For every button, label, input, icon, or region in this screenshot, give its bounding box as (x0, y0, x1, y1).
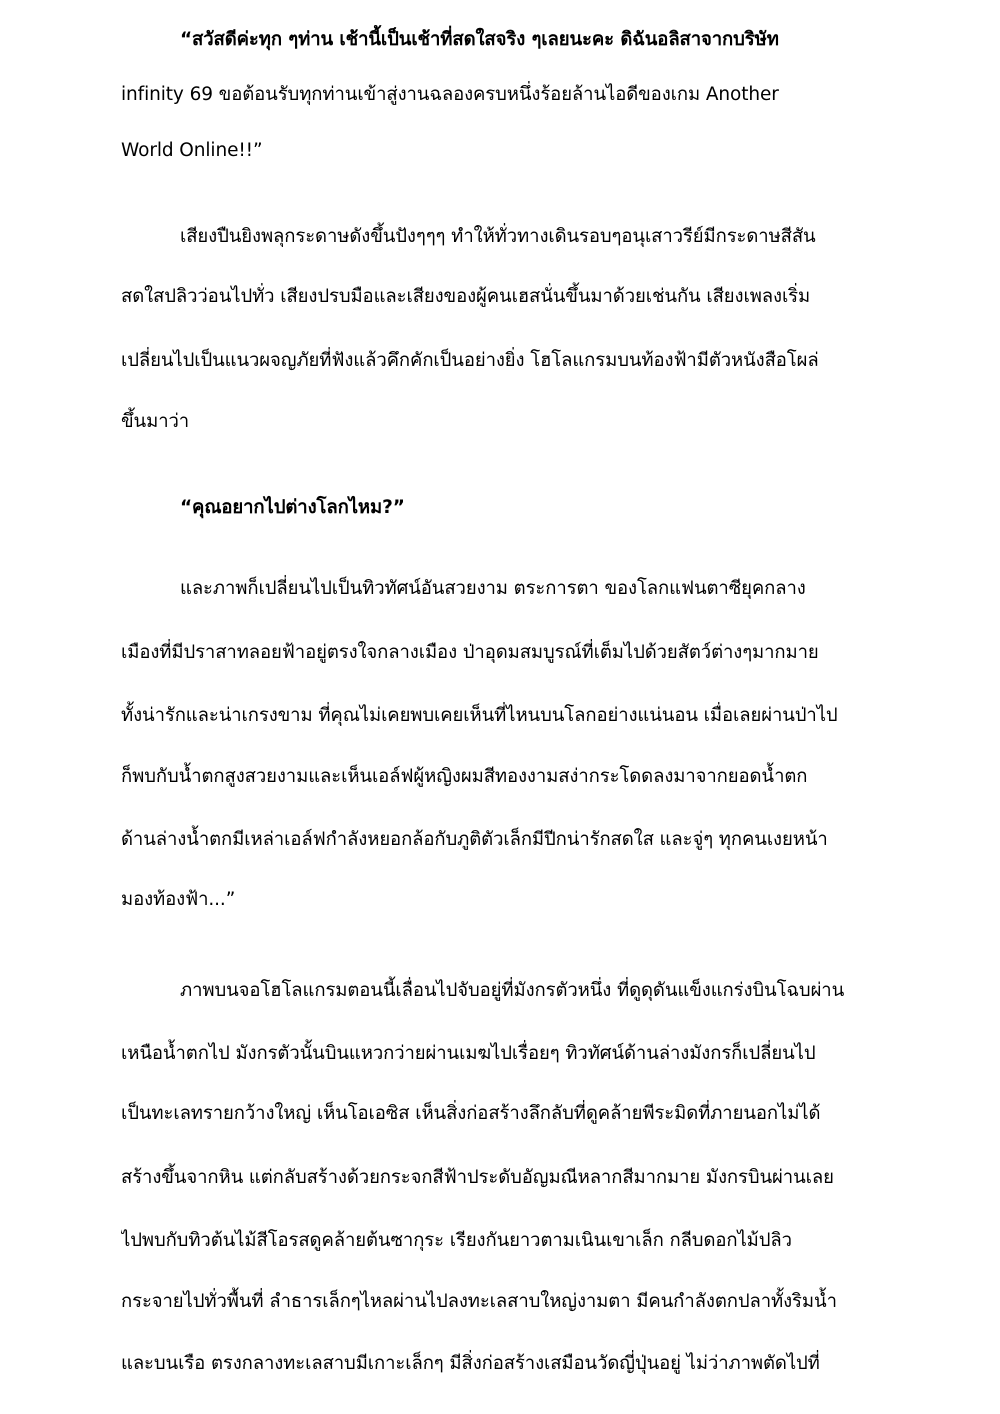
paragraph-2-line-2: สดใสปลิวว่อนไปทั่ว เสียงปรบมือและเสียงของผู้คนเฮสนั่นขึ้นมาด้วยเช่นกัน เสียงเพลงเริ่ม (121, 286, 811, 307)
paragraph-5-line-4: สร้างขึ้นจากหิน แต่กลับสร้างด้วยกระจกสีฟ้าประดับอัญมณีหลากสีมากมาย มังกรบินผ่านเลย (121, 1167, 834, 1188)
paragraph-4-line-4: ก็พบกับน้ำตกสูงสวยงามและเห็นเอล์ฟผู้หญิงผมสีทองงามสง่ากระโดดลงมาจากยอดน้ำตก (121, 766, 808, 787)
paragraph-4-line-3: ทั้งน่ารักและน่าเกรงขาม ที่คุณไม่เคยพบเคยเห็นที่ไหนบนโลกอย่างแน่นอน เมื่อเลยผ่านป่าไป (121, 705, 838, 726)
paragraph-5-line-3: เป็นทะเลทรายกว้างใหญ่ เห็นโอเอซิส เห็นสิ่งก่อสร้างลึกลับที่ดูคล้ายพีระมิดที่ภายนอกไม่ได้ (121, 1103, 821, 1124)
paragraph-4-line-6: มองท้องฟ้า...” (121, 889, 236, 910)
paragraph-2-line-1: เสียงปืนยิงพลุกระดาษดังขึ้นปังๆๆๆ ทำให้ทั่วทางเดินรอบๆอนุเสาวรีย์มีกระดาษสีสัน (180, 226, 816, 247)
paragraph-4-line-2: เมืองที่มีปราสาทลอยฟ้าอยู่ตรงใจกลางเมือง ป่าอุดมสมบูรณ์ที่เต็มไปด้วยสัตว์ต่างๆมากมาย (121, 642, 819, 663)
paragraph-5-line-7: และบนเรือ ตรงกลางทะเลสาบมีเกาะเล็กๆ มีสิ่งก่อสร้างเสมือนวัดญี่ปุ่นอยู่ ไม่ว่าภาพตัดไปที่ (121, 1353, 820, 1374)
paragraph-5-line-1: ภาพบนจอโฮโลแกรมตอนนี้เลื่อนไปจับอยู่ที่มังกรตัวหนึ่ง ที่ดูดุดันแข็งแกร่งบินโฉบผ่าน (180, 980, 845, 1001)
paragraph-4-line-1: และภาพก็เปลี่ยนไปเป็นทิวทัศน์อันสวยงาม ตระการตา ของโลกแฟนตาซียุคกลาง (180, 578, 806, 599)
paragraph-5-line-2: เหนือน้ำตกไป มังกรตัวนั้นบินแหวกว่ายผ่านเมฆไปเรื่อยๆ ทิวทัศน์ด้านล่างมังกรก็เปลี่ยนไป (121, 1043, 816, 1064)
paragraph-4-line-5: ด้านล่างน้ำตกมีเหล่าเอล์ฟกำลังหยอกล้อกับภูติตัวเล็กมีปีกน่ารักสดใส และจู่ๆ ทุกคนเงยหน้า (121, 829, 828, 850)
paragraph-1-line-3: World Online!!” (121, 140, 263, 161)
paragraph-3-line-1: “คุณอยากไปต่างโลกไหม?” (180, 497, 405, 518)
paragraph-2-line-3: เปลี่ยนไปเป็นแนวผจญภัยที่ฟังแล้วคึกคักเป็นอย่างยิ่ง โฮโลแกรมบนท้องฟ้ามีตัวหนังสือโผล่ (121, 350, 819, 371)
paragraph-5-line-6: กระจายไปทั่วพื้นที่ ลำธารเล็กๆไหลผ่านไปลงทะเลสาบใหญ่งามตา มีคนกำลังตกปลาทั้งริมน้ำ (121, 1291, 837, 1312)
paragraph-1-line-2: infinity 69 ขอต้อนรับทุกท่านเข้าสู่งานฉลองครบหนึ่งร้อยล้านไอดีของเกม Another (121, 84, 779, 105)
paragraph-1-line-1: “สวัสดีค่ะทุก ๆท่าน เช้านี้เป็นเช้าที่สดใสจริง ๆเลยนะคะ ดิฉันอลิสาจากบริษัท (180, 29, 779, 50)
paragraph-2-line-4: ขึ้นมาว่า (121, 411, 190, 432)
paragraph-5-line-5: ไปพบกับทิวต้นไม้สีโอรสดูคล้ายต้นซากุระ เรียงกันยาวตามเนินเขาเล็ก กลีบดอกไม้ปลิว (121, 1230, 792, 1251)
